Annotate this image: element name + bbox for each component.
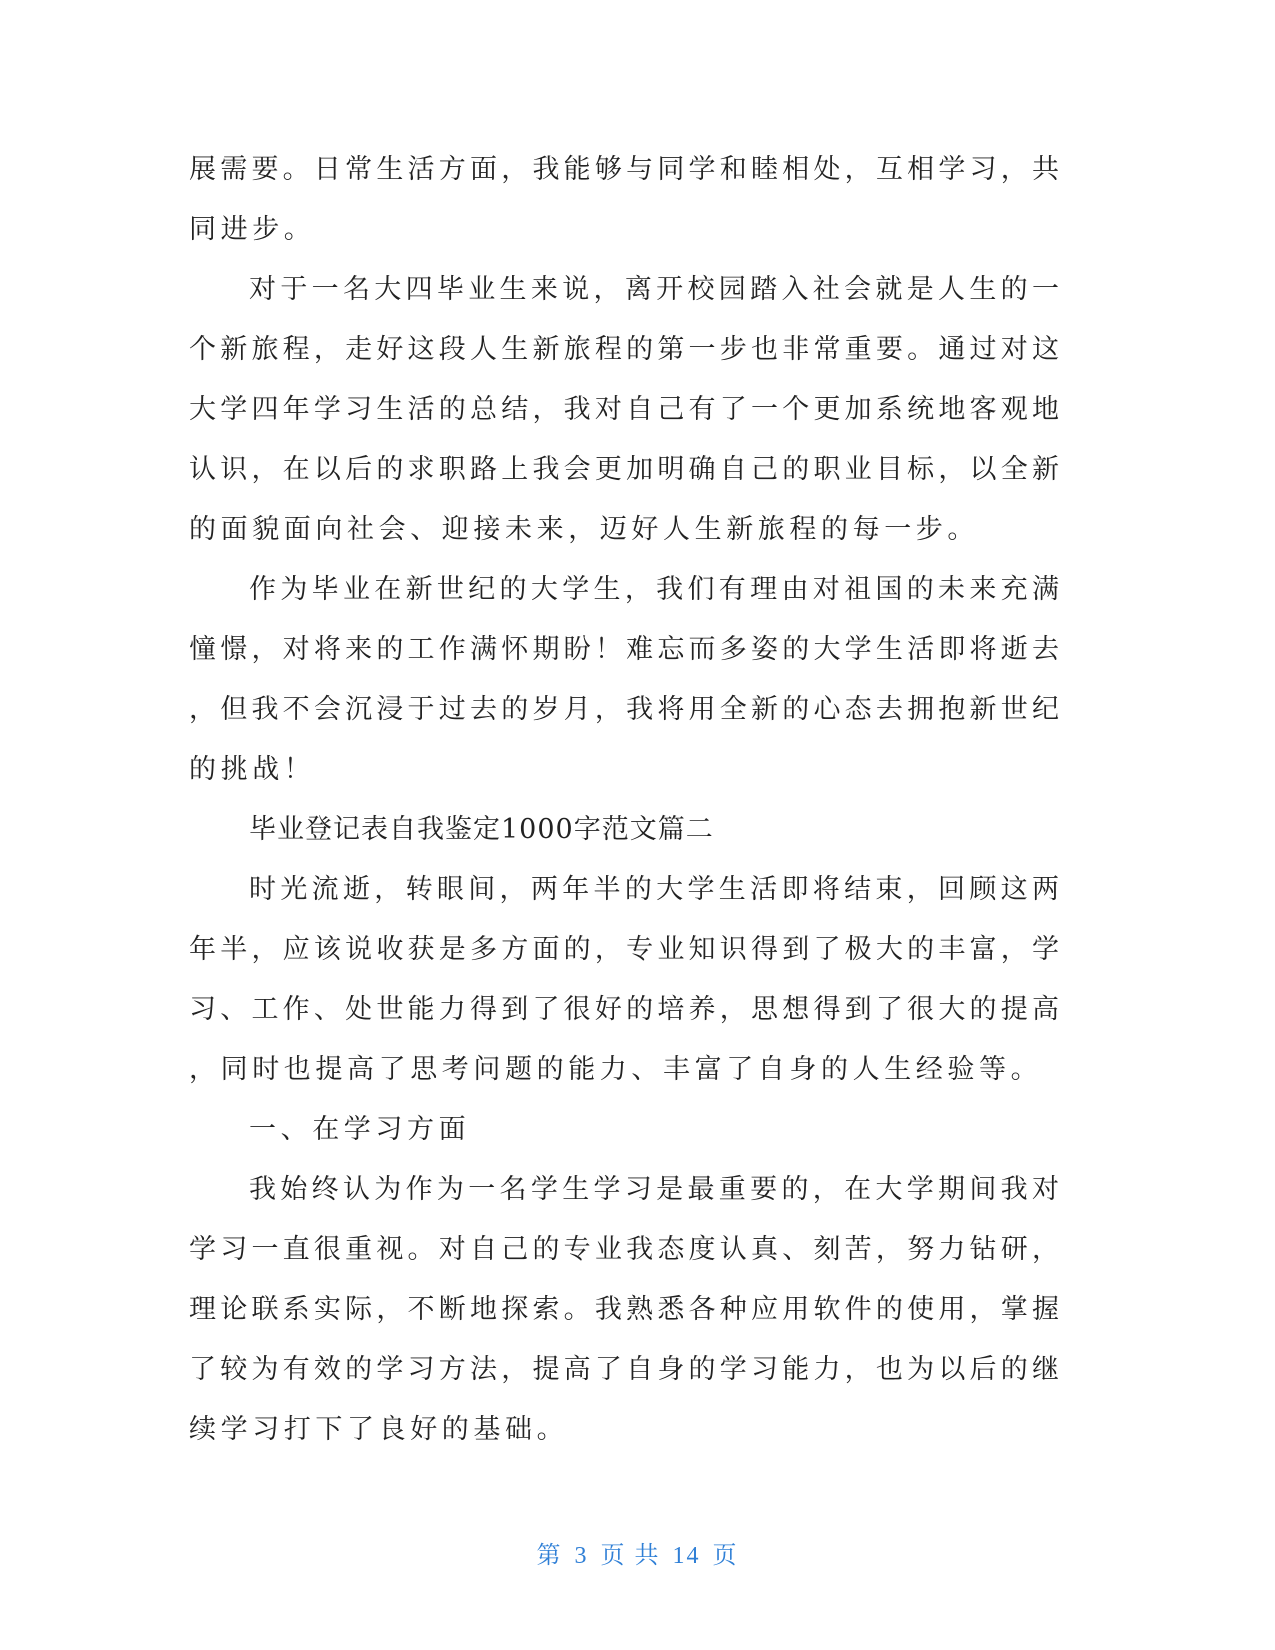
text-line: 年半，应该说收获是多方面的，专业知识得到了极大的丰富，学 — [189, 934, 1059, 965]
text-line: 同进步。 — [189, 214, 316, 245]
paragraph-start-line: 作为毕业在新世纪的大学生，我们有理由对祖国的未来充满 — [249, 574, 1059, 605]
text-line: ，但我不会沉浸于过去的岁月，我将用全新的心态去拥抱新世纪 — [189, 694, 1059, 725]
paragraph-start-line: 我始终认为作为一名学生学习是最重要的，在大学期间我对 — [249, 1174, 1059, 1205]
text-line: 续学习打下了良好的基础。 — [189, 1414, 569, 1445]
total-pages-number: 14 — [672, 1543, 701, 1569]
text-line: 习、工作、处世能力得到了很好的培养，思想得到了很大的提高 — [189, 994, 1059, 1025]
text-line: 的挑战！ — [189, 754, 316, 785]
text-line: 理论联系实际，不断地探索。我熟悉各种应用软件的使用，掌握 — [189, 1294, 1059, 1325]
footer-middle: 页 共 — [600, 1543, 661, 1569]
text-line: 展需要。日常生活方面，我能够与同学和睦相处，互相学习，共 — [189, 154, 1059, 185]
document-body — [189, 140, 1059, 1460]
text-line: 了较为有效的学习方法，提高了自身的学习能力，也为以后的继 — [189, 1354, 1059, 1385]
paragraph-start-line: 时光流逝，转眼间，两年半的大学生活即将结束，回顾这两 — [249, 874, 1059, 905]
page-footer — [0, 1535, 1275, 1570]
text-line: 个新旅程，走好这段人生新旅程的第一步也非常重要。通过对这 — [189, 334, 1059, 365]
paragraph-start-line: 对于一名大四毕业生来说，离开校园踏入社会就是人生的一 — [249, 274, 1059, 305]
footer-suffix: 页 — [712, 1543, 739, 1569]
subsection-heading: 一、在学习方面 — [249, 1114, 471, 1145]
section-title: 毕业登记表自我鉴定1000字范文篇二 — [249, 814, 714, 845]
current-page-number: 3 — [574, 1543, 589, 1569]
text-line: 的面貌面向社会、迎接未来，迈好人生新旅程的每一步。 — [189, 514, 979, 545]
text-line: 认识，在以后的求职路上我会更加明确自己的职业目标，以全新 — [189, 454, 1059, 485]
text-line: 大学四年学习生活的总结，我对自己有了一个更加系统地客观地 — [189, 394, 1059, 425]
footer-prefix: 第 — [536, 1543, 563, 1569]
text-line: ，同时也提高了思考问题的能力、丰富了自身的人生经验等。 — [189, 1054, 1043, 1085]
text-line: 学习一直很重视。对自己的专业我态度认真、刻苦，努力钻研， — [189, 1234, 1059, 1265]
text-line: 憧憬，对将来的工作满怀期盼！难忘而多姿的大学生活即将逝去 — [189, 634, 1059, 665]
